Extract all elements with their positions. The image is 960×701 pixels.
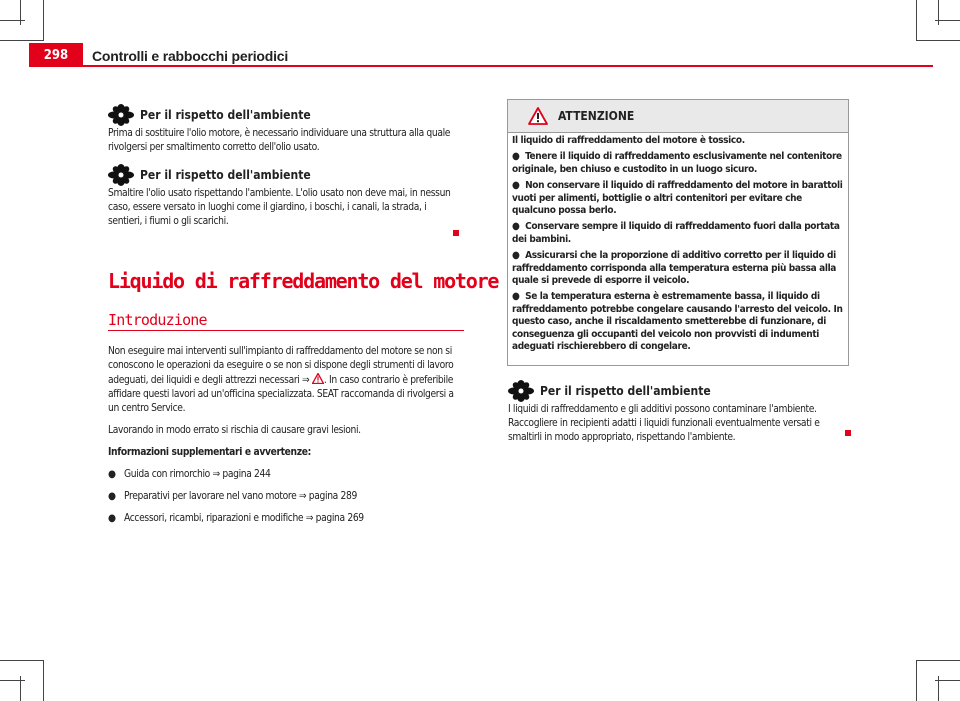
warning-item-text: Assicurarsi che la proporzione di additivo corretto per il liquido di raffreddamento corrisponda alla temperatura esterna più bassa alla quale si prevede di esporre il veicolo. [512,250,837,287]
bullet: ● [512,151,520,163]
intro-text: Non eseguire mai interventi sull'impianto di raffreddamento del motore se non si conoscono le operazioni da eseguire o se non si dispone degli strumenti di lavoro adeguati, dei liquidi e degli attrezzi necessari ⇒ [108,346,454,386]
crop-mark [916,0,917,40]
flower-icon [108,104,134,126]
crop-mark [20,676,21,701]
warning-item [512,180,844,217]
section-end-mark [845,430,851,436]
warning-item-text: Conservare sempre il liquido di raffreddamento fuori dalla portata dei bambini. [512,221,840,245]
warning-item-text: Tenere il liquido di raffreddamento esclusivamente nel contenitore originale, ben chiuso e custodito in un luogo sicuro. [512,151,842,175]
header-divider [83,65,933,67]
bullet: ● [108,491,116,502]
crop-mark [0,660,44,661]
env-note-3 [508,380,848,445]
crop-mark [938,0,939,25]
intro-paragraph [108,345,460,416]
warning-item-text: Non conservare il liquido di raffreddamento del motore in barattoli vuoti per alimenti, bottiglie o altri contenitori per evitare che qualcuno possa berlo. [512,180,843,217]
env-note-title [108,104,460,126]
bullet: ● [512,221,520,233]
warning-triangle-icon[interactable] [312,373,324,384]
crop-mark [0,20,25,21]
link-text[interactable]: Accessori, ricambi, riparazioni e modifiche ⇒ pagina 269 [124,513,364,524]
intro-text-continued: . In caso contrario è preferibile affidare questi lavori ad un'officina specializzata. SEAT raccomanda di rivolgersi a un centro Service. [108,375,454,414]
bullet: ● [512,180,520,192]
page-number: 298 [29,43,83,67]
link-item[interactable] [108,468,460,482]
env-note-title [508,380,848,402]
crop-mark [916,40,960,41]
crop-mark [20,0,21,25]
env-note-text: Prima di sostituire l'olio motore, è necessario individuare una struttura alla quale rivolgersi per smaltimento corretto dell'olio usato. [108,128,451,153]
crop-mark [43,660,44,701]
env-note-text: Smaltire l'olio usato rispettando l'ambiente. L'olio usato non deve mai, in nessun caso, essere versato in luoghi come il giardino, i boschi, i canali, la strada, i sentieri, i fiumi o gli scarichi. [108,188,451,227]
warning-title: ATTENZIONE [558,109,635,123]
warning-body [508,133,848,354]
bullet: ● [108,469,116,480]
risk-paragraph: Lavorando in modo errato si rischia di causare gravi lesioni. [108,425,361,436]
warning-box [507,99,849,366]
extra-info-heading: Informazioni supplementari e avvertenze: [108,447,311,458]
section-title: Liquido di raffreddamento del motore [108,269,499,293]
env-note-1 [108,104,460,155]
crop-mark [0,40,44,41]
chapter-title: Controlli e rabbocchi periodici [92,48,289,64]
flower-icon [108,164,134,186]
env-note-text: I liquidi di raffreddamento e gli additivi possono contaminare l'ambiente. Raccogliere in recipienti adatti i liquidi funzionali eventualmente versati e smaltirli in modo appropriato, rispettando l'ambiente. [508,404,820,443]
warning-lead: Il liquido di raffreddamento del motore è tossico. [512,135,745,146]
warning-header [508,100,848,133]
bullet: ● [512,250,520,262]
warning-item [512,250,844,287]
crop-mark [916,660,917,701]
bullet: ● [512,291,520,303]
env-note-title [108,164,460,186]
env-note-title-text: Per il rispetto dell'ambiente [540,384,711,398]
intro-block [108,345,460,526]
link-item[interactable] [108,512,460,526]
section-end-mark [453,230,459,236]
crop-mark [0,680,25,681]
warning-item-text: Se la temperatura esterna è estremamente bassa, il liquido di raffreddamento potrebbe congelare causando l'arresto del veicolo. In questo caso, anche il riscaldamento smetterebbe di funzionare, di conseguenza gli occupanti del veicolo non provvisti di indumenti adeguati rischierebbero di congelare. [512,291,843,353]
env-note-title-text: Per il rispetto dell'ambiente [140,108,311,122]
flower-icon [508,380,534,402]
warning-item [512,221,844,246]
crop-mark [916,660,960,661]
link-item[interactable] [108,490,460,504]
crop-mark [938,676,939,701]
warning-triangle-icon [528,107,548,125]
warning-item [512,291,844,353]
env-note-2 [108,164,460,229]
warning-item [512,151,844,176]
link-text[interactable]: Guida con rimorchio ⇒ pagina 244 [124,469,271,480]
crop-mark [43,0,44,40]
bullet: ● [108,513,116,524]
subsection-title: Introduzione [108,311,207,329]
link-text[interactable]: Preparativi per lavorare nel vano motore ⇒ pagina 289 [124,491,357,502]
env-note-title-text: Per il rispetto dell'ambiente [140,168,311,182]
subsection-divider [108,330,464,331]
